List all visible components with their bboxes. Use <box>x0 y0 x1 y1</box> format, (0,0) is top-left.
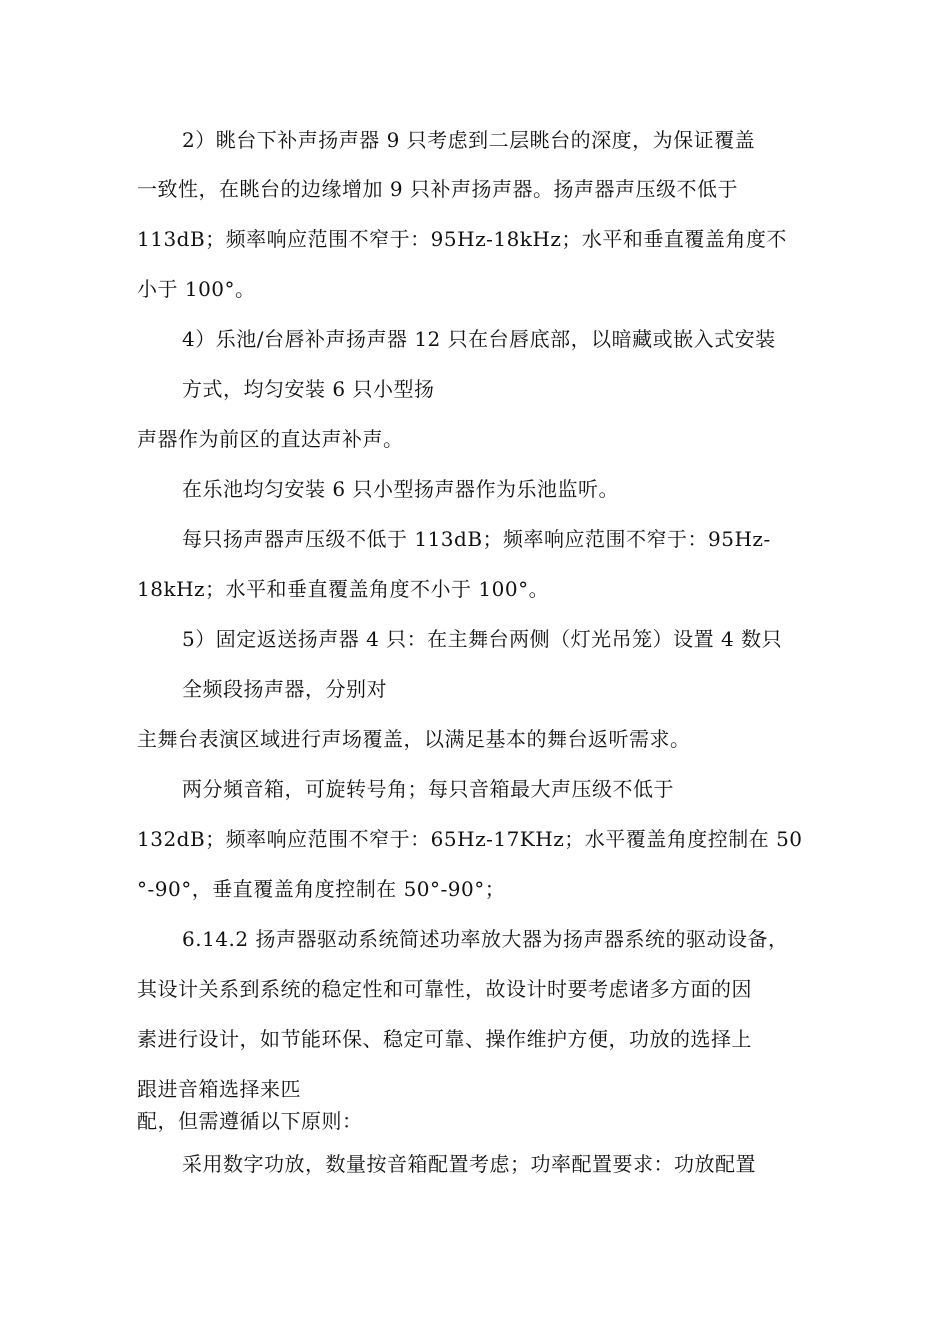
text-line: 配，但需遵循以下原则： <box>137 1109 363 1133</box>
text-line: 18kHz；水平和垂直覆盖角度不小于 100°。 <box>137 577 550 601</box>
text-line: 素进行设计，如节能环保、稳定可靠、操作维护方便，功放的选择上 <box>137 1027 752 1051</box>
text-line: 132dB；频率响应范围不窄于：65Hz-17KHz；水平覆盖角度控制在 50 <box>137 827 803 851</box>
text-line: 在乐池均匀安装 6 只小型扬声器作为乐池监听。 <box>182 477 619 501</box>
text-line: 方式，均匀安装 6 只小型扬 <box>182 377 435 401</box>
text-line: 采用数字功放，数量按音箱配置考虑；功率配置要求：功放配置 <box>182 1152 756 1176</box>
text-line: 每只扬声器声压级不低于 113dB；频率响应范围不窄于：95Hz- <box>182 527 771 551</box>
text-line: 全频段扬声器，分别对 <box>182 677 387 701</box>
text-line: 声器作为前区的直达声补声。 <box>137 427 404 451</box>
text-line: 6.14.2 扬声器驱动系统简述功率放大器为扬声器系统的驱动设备， <box>182 927 789 951</box>
text-line: 跟进音箱选择来匹 <box>137 1077 301 1101</box>
text-line: 2）眺台下补声扬声器 9 只考虑到二层眺台的深度，为保证覆盖 <box>182 128 756 152</box>
text-line: 一致性，在眺台的边缘增加 9 只补声扬声器。扬声器声压级不低于 <box>137 177 738 201</box>
text-line: °-90°，垂直覆盖角度控制在 50°-90°； <box>137 877 506 901</box>
text-line: 小于 100°。 <box>137 277 256 301</box>
text-line: 113dB；频率响应范围不窄于：95Hz-18kHz；水平和垂直覆盖角度不 <box>137 227 787 251</box>
text-line: 5）固定返送扬声器 4 只：在主舞台两侧（灯光吊笼）设置 4 数只 <box>182 627 783 651</box>
text-line: 主舞台表演区域进行声场覆盖，以满足基本的舞台返听需求。 <box>137 727 691 751</box>
text-line: 4）乐池/台唇补声扬声器 12 只在台唇底部，以暗藏或嵌入式安装 <box>182 327 776 351</box>
text-line: 两分頻音箱，可旋转号角；每只音箱最大声压级不低于 <box>182 777 674 801</box>
text-line: 其设计关系到系统的稳定性和可靠性，故设计时要考虑诸多方面的因 <box>137 977 752 1001</box>
